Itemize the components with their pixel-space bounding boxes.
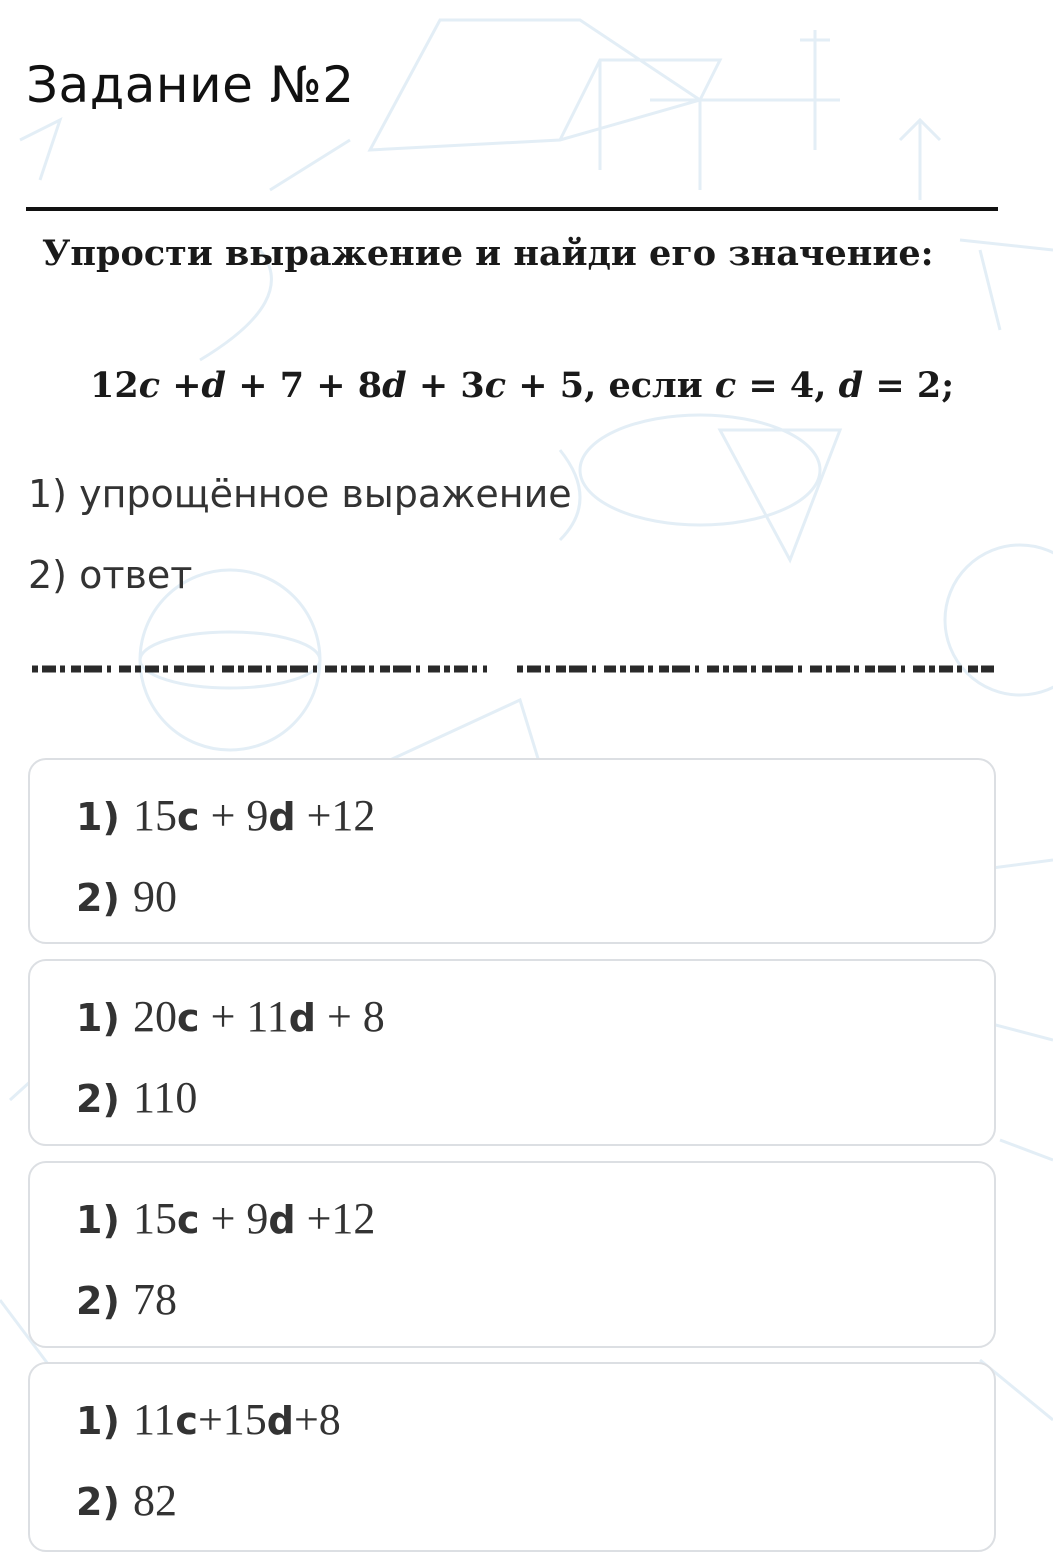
option-4-expression-text bbox=[133, 1395, 341, 1444]
answer-option-2[interactable] bbox=[28, 959, 996, 1146]
expression-part: +8 bbox=[293, 1395, 341, 1444]
expression-part: 15 bbox=[133, 1194, 178, 1243]
option-2-expression-text bbox=[133, 992, 385, 1041]
option-1-expression-text bbox=[133, 791, 375, 840]
variable-letter: d bbox=[268, 795, 296, 839]
option-3-expression: 1) 15c + 9d +12 bbox=[76, 1194, 376, 1243]
expression-part: 15 bbox=[133, 791, 178, 840]
task-instruction: Упрости выражение и найди его значение: bbox=[42, 233, 934, 274]
answer-option-1[interactable] bbox=[28, 758, 996, 944]
task-image bbox=[26, 205, 998, 435]
variable-letter: c bbox=[177, 795, 200, 839]
variable-letter: d bbox=[288, 996, 316, 1040]
expression-part: 11 bbox=[133, 1395, 176, 1444]
dashed-divider bbox=[32, 662, 994, 676]
option-3-expression-text bbox=[133, 1194, 375, 1243]
variable-letter: c bbox=[177, 1198, 200, 1242]
variable-letter: c bbox=[175, 1399, 198, 1443]
page-title: Задание №2 bbox=[26, 56, 355, 114]
expression-part: + 9 bbox=[199, 1194, 269, 1243]
task-image-top-rule bbox=[26, 207, 998, 211]
option-1-expression: 1) 15c + 9d +12 bbox=[76, 791, 376, 840]
answer-option-3[interactable] bbox=[28, 1161, 996, 1348]
sub-question-simplified-expression: 1) упрощённое выражение bbox=[28, 472, 572, 516]
variable-letter: c bbox=[177, 996, 200, 1040]
option-2-expression: 1) 20c + 11d + 8 bbox=[76, 992, 385, 1041]
variable-letter: d bbox=[266, 1399, 294, 1443]
task-expression: 12c +d + 7 + 8d + 3c + 5, если c = 4, d = 2; bbox=[90, 365, 955, 406]
sub-question-answer: 2) ответ bbox=[28, 553, 193, 597]
option-4-expression: 1) 11c+15d+8 bbox=[76, 1395, 341, 1444]
expression-part: 20 bbox=[133, 992, 178, 1041]
variable-letter: d bbox=[268, 1198, 296, 1242]
expression-part: + 9 bbox=[199, 791, 269, 840]
option-2-answer: 2) 110 bbox=[76, 1073, 198, 1122]
expression-part: + 8 bbox=[315, 992, 385, 1041]
expression-part: +12 bbox=[295, 1194, 376, 1243]
expression-part: + 11 bbox=[199, 992, 289, 1041]
expression-part: +15 bbox=[197, 1395, 267, 1444]
option-3-answer: 2) 78 bbox=[76, 1275, 178, 1324]
option-1-answer: 2) 90 bbox=[76, 872, 178, 921]
option-4-answer: 2) 82 bbox=[76, 1476, 178, 1525]
expression-part: +12 bbox=[295, 791, 376, 840]
